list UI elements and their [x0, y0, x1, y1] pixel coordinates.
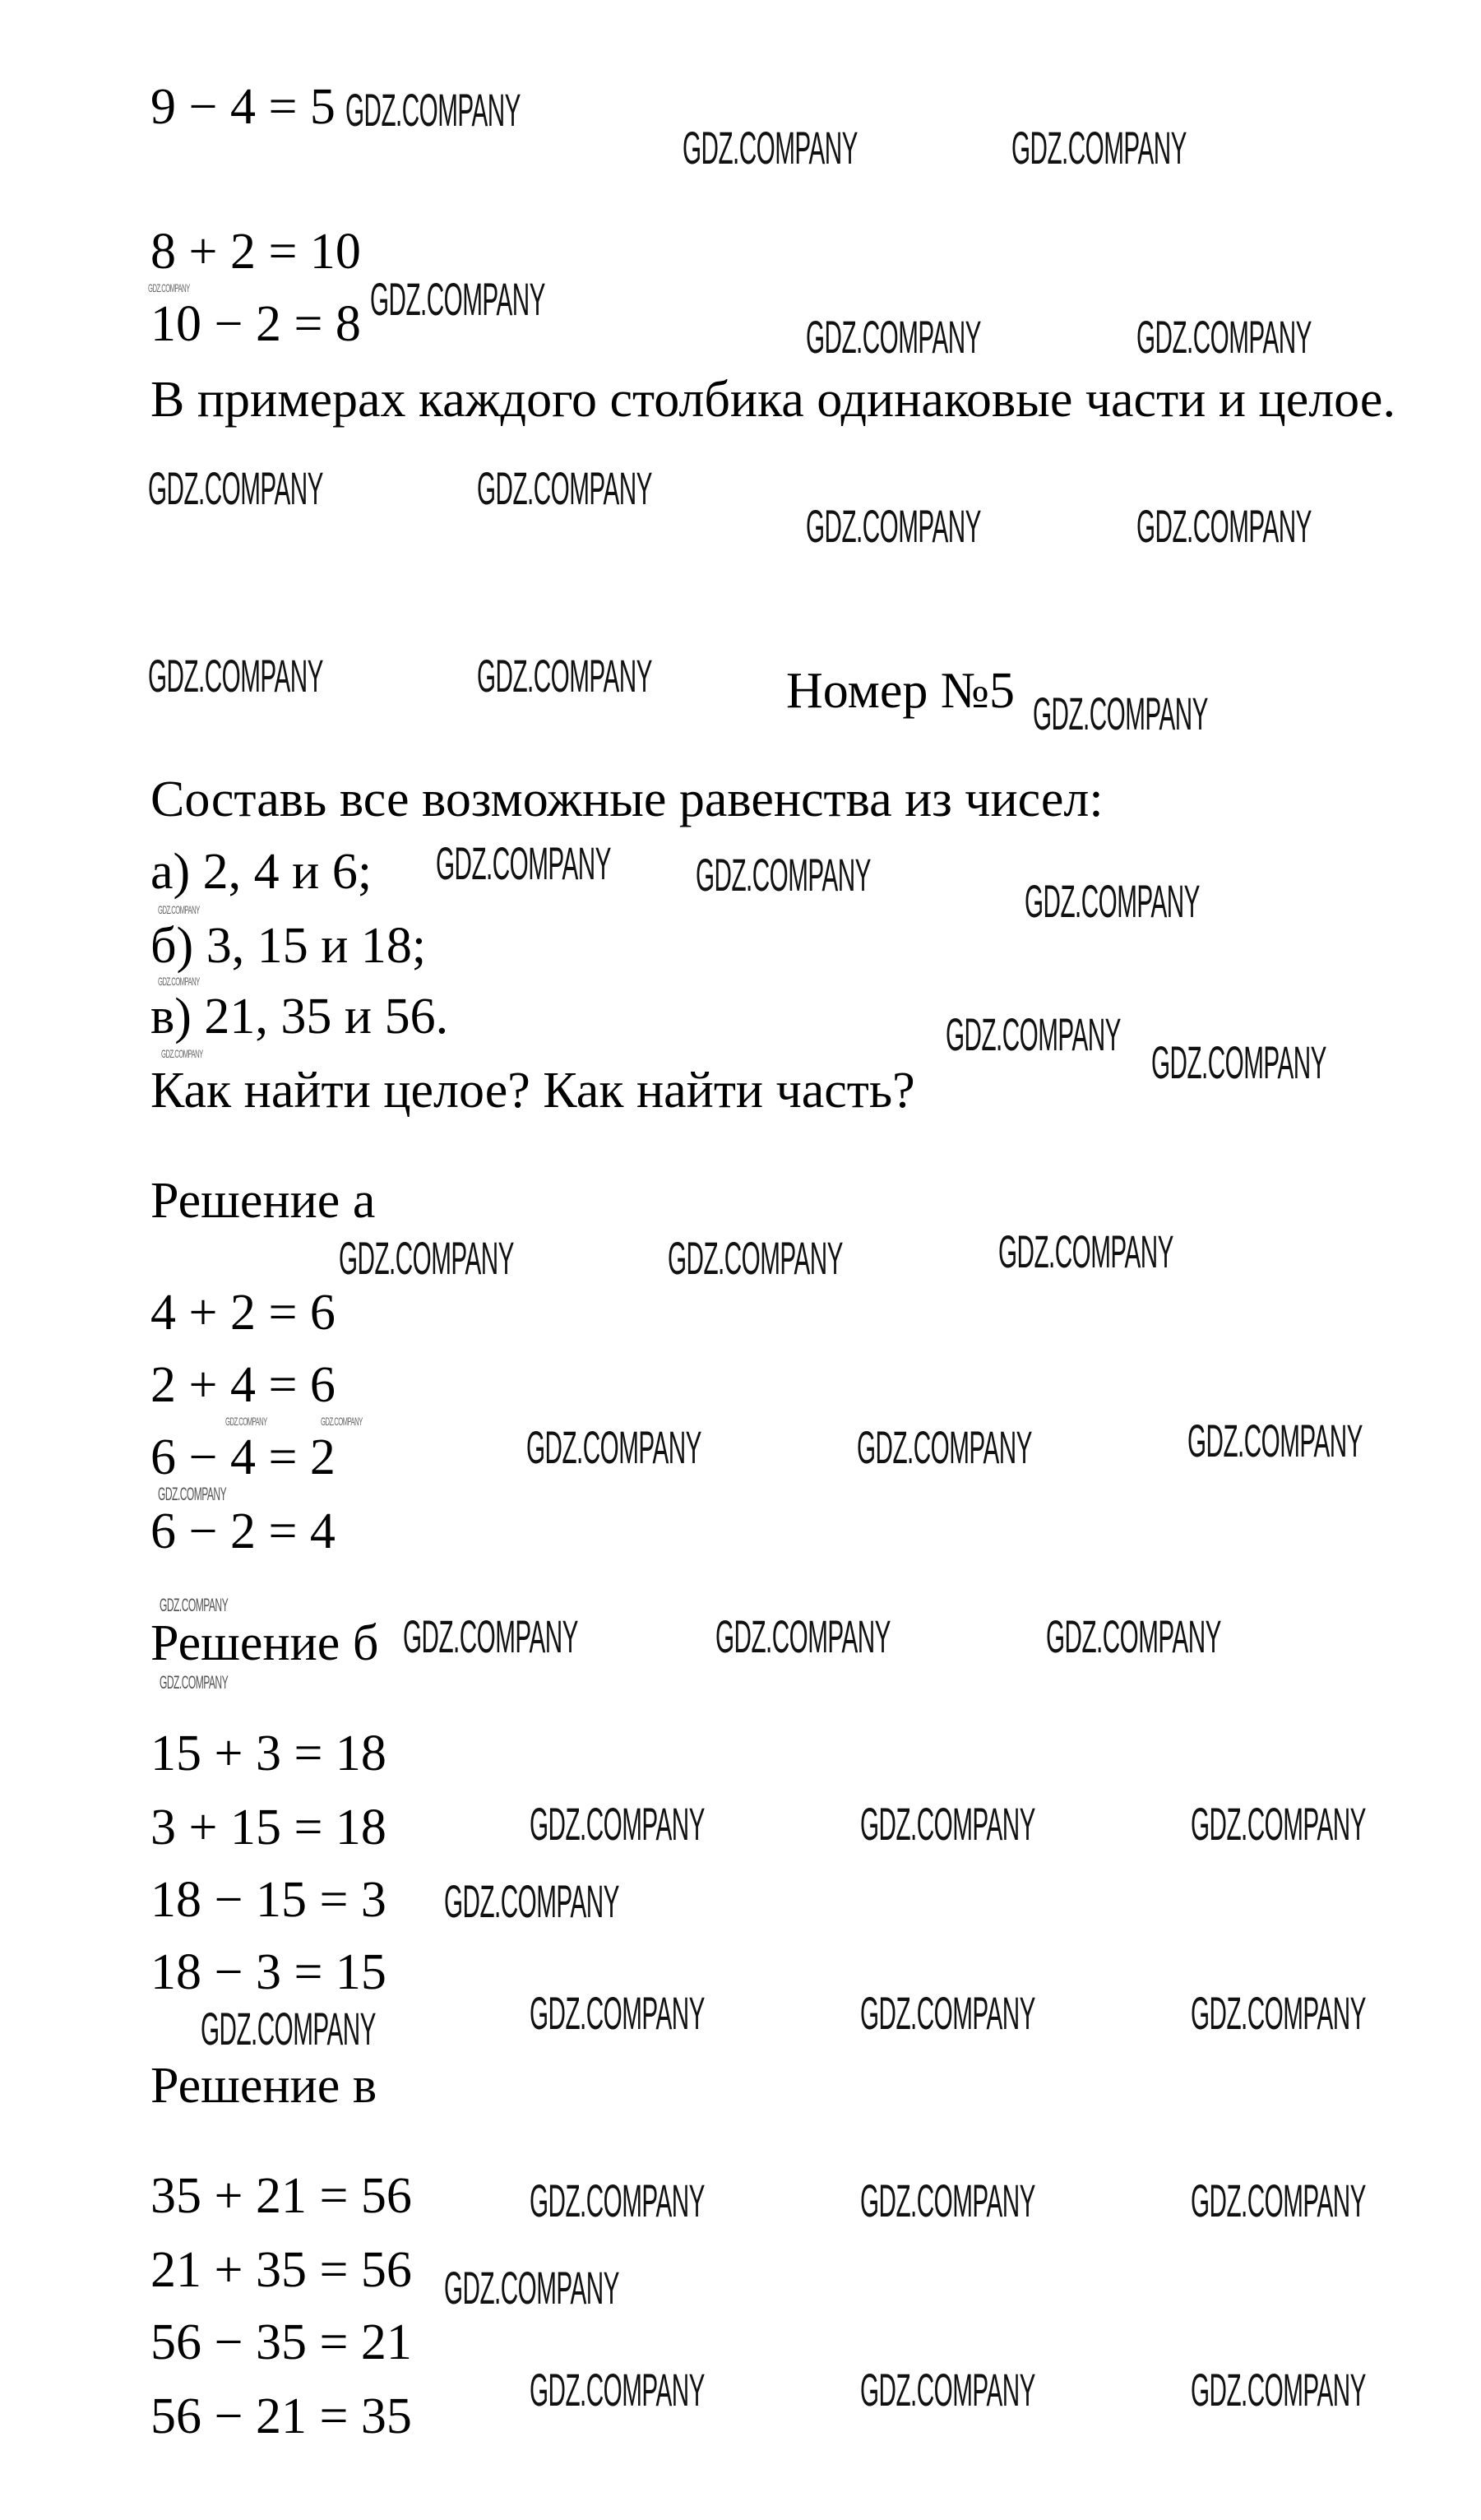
task-item: в) 21, 35 и 56.	[150, 989, 449, 1045]
watermark-text: GDZ.COMPANY	[161, 1047, 203, 1060]
watermark-text: GDZ.COMPANY	[148, 281, 190, 294]
equation: 6 − 2 = 4	[150, 1503, 336, 1559]
watermark-text: GDZ.COMPANY	[1191, 1798, 1366, 1850]
watermark-text: GDZ.COMPANY	[998, 1225, 1173, 1277]
watermark-text: GDZ.COMPANY	[1187, 1415, 1363, 1466]
watermark-text: GDZ.COMPANY	[321, 1415, 363, 1428]
watermark-text: GDZ.COMPANY	[1033, 688, 1208, 739]
watermark-text: GDZ.COMPANY	[444, 1875, 619, 1927]
watermark-text: GDZ.COMPANY	[370, 273, 545, 325]
watermark-text: GDZ.COMPANY	[860, 2364, 1035, 2416]
watermark-text: GDZ.COMPANY	[477, 462, 652, 514]
watermark-text: GDZ.COMPANY	[530, 1987, 705, 2039]
equation: 3 + 15 = 18	[150, 1800, 386, 1855]
equation: 56 − 35 = 21	[150, 2314, 412, 2370]
watermark-text: GDZ.COMPANY	[696, 849, 871, 901]
task-item: б) 3, 15 и 18;	[150, 918, 427, 974]
watermark-text: GDZ.COMPANY	[715, 1610, 891, 1662]
watermark-text: GDZ.COMPANY	[158, 1484, 227, 1504]
watermark-text: GDZ.COMPANY	[225, 1415, 267, 1428]
watermark-text: GDZ.COMPANY	[158, 975, 200, 988]
equation: 18 − 15 = 3	[150, 1872, 386, 1928]
equation: 6 − 4 = 2	[150, 1429, 336, 1485]
equation: 4 + 2 = 6	[150, 1285, 336, 1341]
watermark-text: GDZ.COMPANY	[1025, 875, 1200, 927]
equation: 2 + 4 = 6	[150, 1357, 336, 1413]
watermark-text: GDZ.COMPANY	[201, 2003, 376, 2054]
conclusion-text: В примерах каждого столбика одинаковые части и целое.	[150, 372, 1395, 428]
task-heading: Номер №5	[786, 663, 1016, 719]
solution-title: Решение в	[150, 2058, 377, 2114]
watermark-text: GDZ.COMPANY	[444, 2262, 619, 2314]
task-prompt: Составь все возможные равенства из чисел:	[150, 771, 1104, 827]
watermark-text: GDZ.COMPANY	[860, 2175, 1035, 2226]
watermark-text: GDZ.COMPANY	[1011, 122, 1187, 174]
watermark-text: GDZ.COMPANY	[1191, 2175, 1366, 2226]
equation: 9 − 4 = 5	[150, 79, 336, 135]
watermark-text: GDZ.COMPANY	[1136, 311, 1312, 363]
equation: 21 + 35 = 56	[150, 2242, 412, 2298]
watermark-text: GDZ.COMPANY	[860, 1798, 1035, 1850]
watermark-text: GDZ.COMPANY	[526, 1421, 701, 1473]
watermark-text: GDZ.COMPANY	[668, 1232, 843, 1284]
equation: 8 + 2 = 10	[150, 224, 361, 280]
watermark-text: GDZ.COMPANY	[339, 1232, 514, 1284]
watermark-text: GDZ.COMPANY	[1151, 1036, 1326, 1088]
watermark-text: GDZ.COMPANY	[477, 650, 652, 702]
watermark-text: GDZ.COMPANY	[160, 1595, 229, 1615]
watermark-text: GDZ.COMPANY	[158, 903, 200, 916]
watermark-text: GDZ.COMPANY	[436, 837, 611, 889]
watermark-text: GDZ.COMPANY	[530, 2364, 705, 2416]
watermark-text: GDZ.COMPANY	[530, 1798, 705, 1850]
task-question: Как найти целое? Как найти часть?	[150, 1063, 915, 1119]
watermark-text: GDZ.COMPANY	[946, 1008, 1121, 1060]
watermark-text: GDZ.COMPANY	[860, 1987, 1035, 2039]
watermark-text: GDZ.COMPANY	[1046, 1610, 1221, 1662]
watermark-text: GDZ.COMPANY	[148, 650, 323, 702]
equation: 10 − 2 = 8	[150, 296, 361, 352]
task-item: а) 2, 4 и 6;	[150, 844, 373, 900]
watermark-text: GDZ.COMPANY	[1191, 2364, 1366, 2416]
equation: 15 + 3 = 18	[150, 1726, 386, 1781]
watermark-text: GDZ.COMPANY	[160, 1672, 229, 1693]
equation: 35 + 21 = 56	[150, 2168, 412, 2224]
watermark-text: GDZ.COMPANY	[530, 2175, 705, 2226]
equation: 18 − 3 = 15	[150, 1944, 386, 2000]
watermark-text: GDZ.COMPANY	[403, 1610, 578, 1662]
watermark-text: GDZ.COMPANY	[806, 311, 981, 363]
watermark-text: GDZ.COMPANY	[857, 1421, 1032, 1473]
watermark-text: GDZ.COMPANY	[1136, 500, 1312, 552]
watermark-text: GDZ.COMPANY	[683, 122, 858, 174]
solution-title: Решение а	[150, 1173, 376, 1229]
watermark-text: GDZ.COMPANY	[345, 84, 521, 136]
solution-title: Решение б	[150, 1615, 379, 1671]
watermark-text: GDZ.COMPANY	[806, 500, 981, 552]
watermark-text: GDZ.COMPANY	[148, 462, 323, 514]
watermark-text: GDZ.COMPANY	[1191, 1987, 1366, 2039]
equation: 56 − 21 = 35	[150, 2388, 412, 2444]
